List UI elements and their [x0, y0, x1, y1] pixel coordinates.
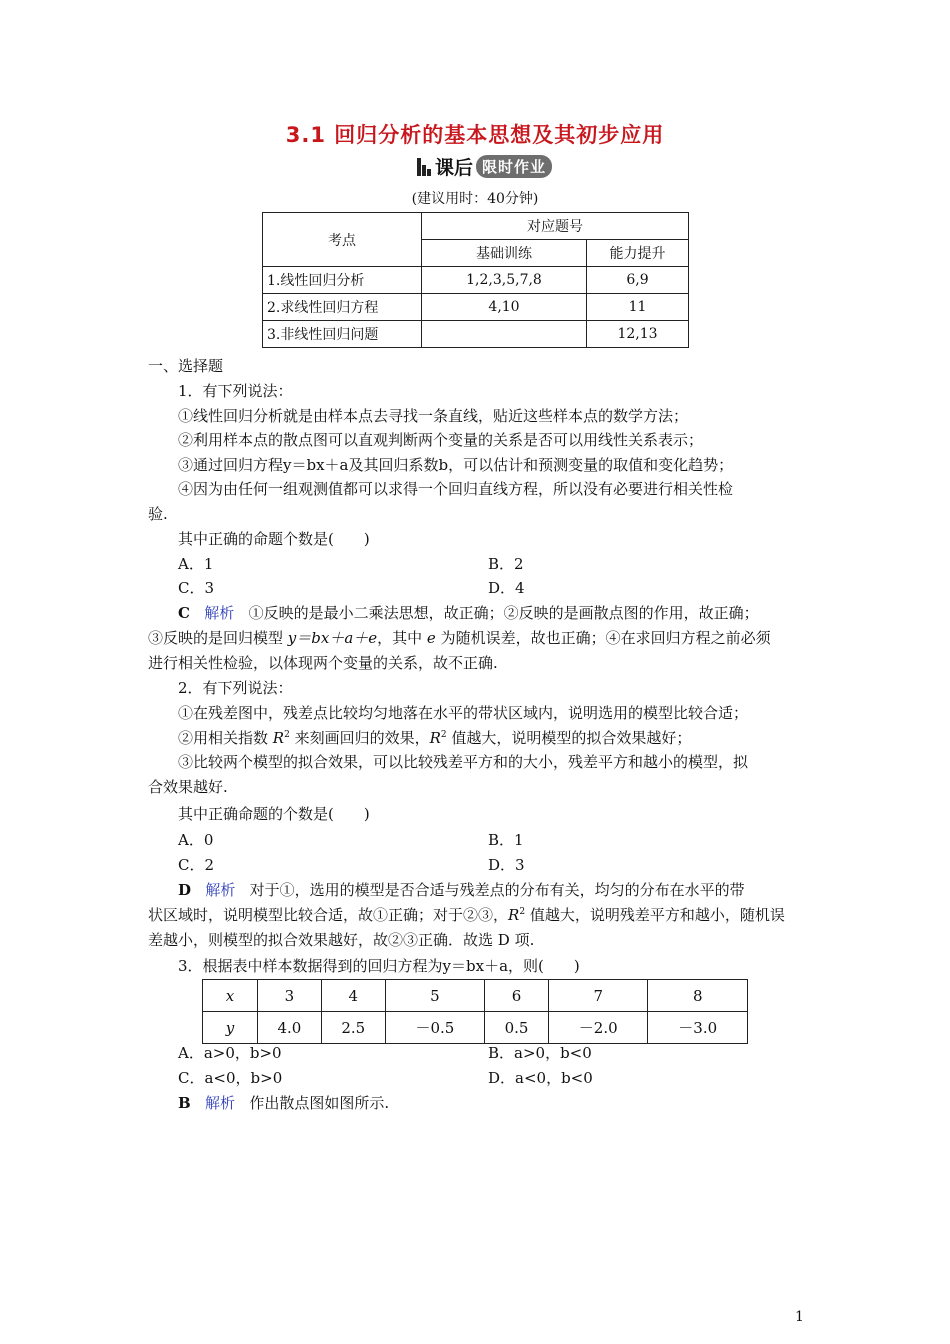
- topic-cell: 3.非线性回归问题: [263, 321, 422, 348]
- banner-part1: 课后: [435, 156, 474, 179]
- bars-icon: [417, 156, 432, 176]
- formula: R: [272, 729, 285, 747]
- q1-explanation: [178, 602, 759, 623]
- header-group: 对应题号: [422, 213, 689, 240]
- banner-part2: 限时作业: [476, 155, 552, 178]
- q1-statement-2: ②利用样本点的散点图可以直观判断两个变量的关系是否可以用线性关系表示；: [178, 431, 704, 449]
- q2-statement-2: [178, 727, 691, 748]
- q1-question: 其中正确的命题个数是( ): [178, 530, 370, 548]
- q1-option-c: C．3: [178, 579, 215, 597]
- q2-explanation-line-2: [148, 904, 785, 925]
- header-basic: 基础训练: [422, 240, 587, 267]
- analysis-label: 解析: [204, 604, 235, 622]
- y-cell: 2.5: [321, 1012, 385, 1044]
- y-cell: －2.0: [548, 1012, 647, 1044]
- section-heading: 一、选择题: [148, 357, 224, 375]
- q3-option-d: D．a<0，b<0: [488, 1069, 593, 1087]
- advanced-cell: 12,13: [587, 321, 689, 348]
- y-cell: －3.0: [648, 1012, 748, 1044]
- y-cell: －0.5: [385, 1012, 484, 1044]
- sample-data-table: [202, 979, 748, 1044]
- x-cell: 6: [485, 980, 549, 1012]
- q1-statement-4-cont: 验.: [148, 505, 168, 523]
- page-title: 3.1 回归分析的基本思想及其初步应用: [285, 123, 665, 147]
- advanced-cell: 11: [587, 294, 689, 321]
- formula: y＝bx＋a＋e: [287, 629, 378, 647]
- q1-option-a: A．1: [178, 555, 214, 573]
- header-advanced: 能力提升: [587, 240, 689, 267]
- analysis-label: 解析: [205, 881, 236, 899]
- x-cell: 4: [321, 980, 385, 1012]
- header-topic: 考点: [263, 213, 422, 267]
- text: 值越大，说明残差平方和越小，随机误: [525, 906, 785, 924]
- y-label: y: [203, 1012, 258, 1044]
- q3-explanation: [178, 1092, 389, 1113]
- q3-stem: 3．根据表中样本数据得到的回归方程为y＝bx＋a，则( ): [178, 957, 580, 975]
- q2-explanation: [178, 879, 745, 900]
- q2-statement-1: ①在残差图中，残差点比较均匀地落在水平的带状区域内，说明选用的模型比较合适；: [178, 704, 749, 722]
- table-row: [263, 321, 689, 348]
- y-cell: 0.5: [485, 1012, 549, 1044]
- suggested-time: (建议用时：40分钟): [411, 191, 539, 207]
- q3-option-c: C．a<0，b>0: [178, 1069, 283, 1087]
- q1-explanation-line-2: [148, 627, 771, 648]
- formula: R: [508, 906, 520, 924]
- q2-option-d: D．3: [488, 856, 525, 874]
- q1-option-d: D．4: [488, 579, 525, 597]
- table-row: [263, 267, 689, 294]
- q2-option-a: A．0: [178, 831, 214, 849]
- q2-answer: D: [178, 881, 192, 899]
- text: ②用相关指数: [178, 729, 273, 747]
- x-label: x: [203, 980, 258, 1012]
- q2-explanation-1: 对于①，选用的模型是否合适与残差点的分布有关，均匀的分布在水平的带: [249, 881, 745, 899]
- q2-option-b: B．1: [488, 831, 524, 849]
- q1-explanation-3: 进行相关性检验，以体现两个变量的关系，故不正确.: [148, 654, 498, 672]
- q2-option-c: C．2: [178, 856, 215, 874]
- q1-answer: C: [178, 604, 190, 622]
- formula: e: [426, 629, 436, 647]
- x-row: [203, 980, 748, 1012]
- q2-stem: 2．有下列说法：: [178, 679, 293, 697]
- superscript: 2: [284, 730, 290, 740]
- text: ，其中: [377, 629, 427, 647]
- text: 来刻画回归的效果，: [289, 729, 430, 747]
- q1-option-b: B．2: [488, 555, 524, 573]
- topic-cell: 2.求线性回归方程: [263, 294, 422, 321]
- topic-cell: 1.线性回归分析: [263, 267, 422, 294]
- basic-cell: [422, 321, 587, 348]
- x-cell: 7: [548, 980, 647, 1012]
- q1-explanation-1: ①反映的是最小二乘法思想，故正确；②反映的是画散点图的作用，故正确；: [248, 604, 759, 622]
- x-cell: 5: [385, 980, 484, 1012]
- topic-table: [262, 212, 689, 348]
- basic-cell: 1,2,3,5,7,8: [422, 267, 587, 294]
- text: 为随机误差，故也正确；④在求回归方程之前必须: [435, 629, 771, 647]
- analysis-label: 解析: [205, 1094, 236, 1112]
- homework-banner: [417, 153, 552, 179]
- q3-answer: B: [178, 1094, 191, 1112]
- q2-statement-3: ③比较两个模型的拟合效果，可以比较残差平方和的大小，残差平方和越小的模型，拟: [178, 753, 749, 771]
- table-row: [263, 294, 689, 321]
- text: 值越大，说明模型的拟合效果越好；: [446, 729, 692, 747]
- superscript: 2: [519, 907, 526, 917]
- page-number: 1: [795, 1309, 804, 1325]
- y-cell: 4.0: [258, 1012, 322, 1044]
- q2-question: 其中正确命题的个数是( ): [178, 805, 370, 823]
- superscript: 2: [440, 730, 447, 740]
- q3-option-a: A．a>0，b>0: [178, 1044, 282, 1062]
- q3-explanation-1: 作出散点图如图所示.: [249, 1094, 390, 1112]
- q3-option-b: B．a>0，b<0: [488, 1044, 592, 1062]
- text: 状区域时，说明模型比较合适，故①正确；对于②③，: [148, 906, 509, 924]
- q1-stem: 1．有下列说法：: [178, 382, 293, 400]
- basic-cell: 4,10: [422, 294, 587, 321]
- formula: R: [429, 729, 441, 747]
- q2-statement-3-cont: 合效果越好.: [148, 778, 228, 796]
- x-cell: 8: [648, 980, 748, 1012]
- q1-statement-4: ④因为由任何一组观测值都可以求得一个回归直线方程，所以没有必要进行相关性检: [178, 480, 734, 498]
- x-cell: 3: [258, 980, 322, 1012]
- text: ③反映的是回归模型: [148, 629, 288, 647]
- q2-explanation-3: 差越小，则模型的拟合效果越好，故②③正确．故选 D 项.: [148, 931, 535, 949]
- q1-statement-3: ③通过回归方程y＝bx＋a及其回归系数b，可以估计和预测变量的取值和变化趋势；: [178, 456, 734, 474]
- q1-statement-1: ①线性回归分析就是由样本点去寻找一条直线，贴近这些样本点的数学方法；: [178, 407, 689, 425]
- advanced-cell: 6,9: [587, 267, 689, 294]
- y-row: [203, 1012, 748, 1044]
